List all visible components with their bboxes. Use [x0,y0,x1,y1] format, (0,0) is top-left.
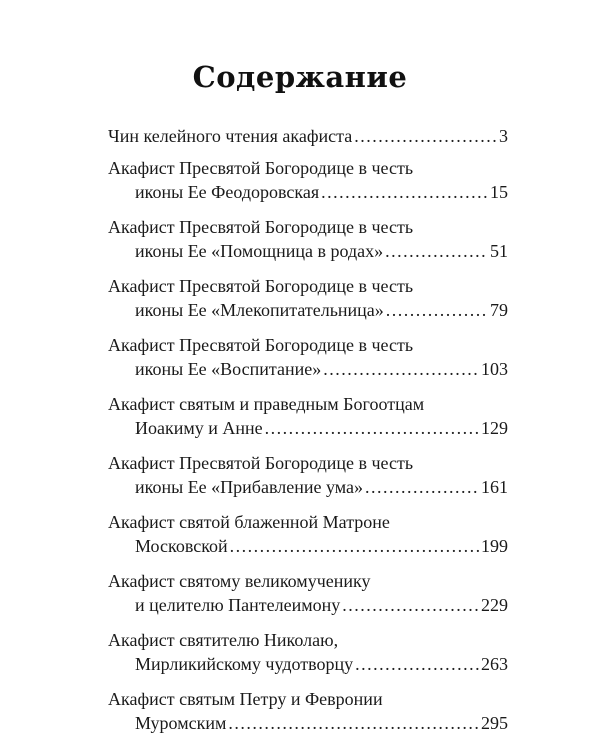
toc-entry [108,569,508,617]
toc-line [108,215,508,239]
leader-dots [355,652,479,676]
toc-entry-title: Акафист святым и праведным Богоотцам [108,394,425,414]
toc-page-number: 199 [481,536,508,556]
leader-dots [321,180,488,204]
toc-entry [108,333,508,381]
toc-entry-title-cont: иконы Ее «Помощница в родах» [135,241,384,261]
toc-entry-title: Чин келейного чтения акафиста [108,126,353,146]
toc-page-number: 161 [481,477,508,497]
toc-line [108,333,508,357]
toc-entry-title: Акафист святителю Николаю, [108,630,339,650]
toc-entry-title-cont: Мирликийскому чудотворцу [135,654,354,674]
toc-page-number: 15 [490,182,508,202]
toc-line [108,357,508,381]
toc-entry-title-cont: иконы Ее «Воспитание» [135,359,322,379]
toc-entry [108,510,508,558]
toc-line [108,124,508,148]
toc-line [108,392,508,416]
toc-entry [108,274,508,322]
toc-line [108,475,508,499]
toc-entry-title-cont: и целителю Пантелеимону [135,595,341,615]
toc-page-number: 103 [481,359,508,379]
leader-dots [342,593,479,617]
toc-line [108,510,508,534]
toc-line [108,593,508,617]
toc-entry-title-cont: Московской [135,536,228,556]
toc-line [108,298,508,322]
toc-line [108,451,508,475]
toc-entry-title-cont: иконы Ее Феодоровская [135,182,320,202]
toc-line [108,274,508,298]
toc-entry-title: Акафист Пресвятой Богородице в честь [108,158,414,178]
toc-line [108,416,508,440]
table-of-contents [108,124,508,746]
toc-entry [108,124,508,148]
toc-line [108,652,508,676]
toc-line [108,239,508,263]
leader-dots [365,475,479,499]
toc-entry [108,687,508,735]
leader-dots [386,298,488,322]
toc-page-number: 129 [481,418,508,438]
toc-entry-title: Акафист Пресвятой Богородице в честь [108,276,414,296]
leader-dots [230,534,479,558]
toc-entry-title: Акафист Пресвятой Богородице в честь [108,453,414,473]
leader-dots [265,416,479,440]
toc-entry [108,215,508,263]
toc-entry-title-cont: иконы Ее «Млекопитательница» [135,300,384,320]
toc-entry-title-cont: Муромским [135,713,227,733]
toc-page-number: 3 [499,126,508,146]
toc-entry-title: Акафист Пресвятой Богородице в честь [108,217,414,237]
toc-entry-title-cont: Иоакиму и Анне [135,418,263,438]
toc-page-number: 295 [481,713,508,733]
leader-dots [323,357,479,381]
toc-line [108,569,508,593]
toc-line [108,711,508,735]
toc-entry-title: Акафист святому великомученику [108,571,371,591]
leader-dots [354,124,497,148]
toc-entry [108,628,508,676]
toc-page-number: 79 [490,300,508,320]
toc-entry-title: Акафист Пресвятой Богородице в честь [108,335,414,355]
toc-line [108,156,508,180]
page-title: Содержание [192,60,408,94]
toc-page-number: 263 [481,654,508,674]
toc-page-number: 51 [490,241,508,261]
toc-line [108,534,508,558]
toc-entry [108,156,508,204]
toc-entry-title-cont: иконы Ее «Прибавление ума» [135,477,363,497]
leader-dots [385,239,488,263]
toc-entry [108,392,508,440]
toc-line [108,180,508,204]
toc-page-number: 229 [481,595,508,615]
toc-entry-title: Акафист святой блаженной Матроне [108,512,390,532]
toc-line [108,628,508,652]
toc-line [108,687,508,711]
leader-dots [228,711,479,735]
toc-entry-title: Акафист святым Петру и Февронии [108,689,383,709]
toc-entry [108,451,508,499]
